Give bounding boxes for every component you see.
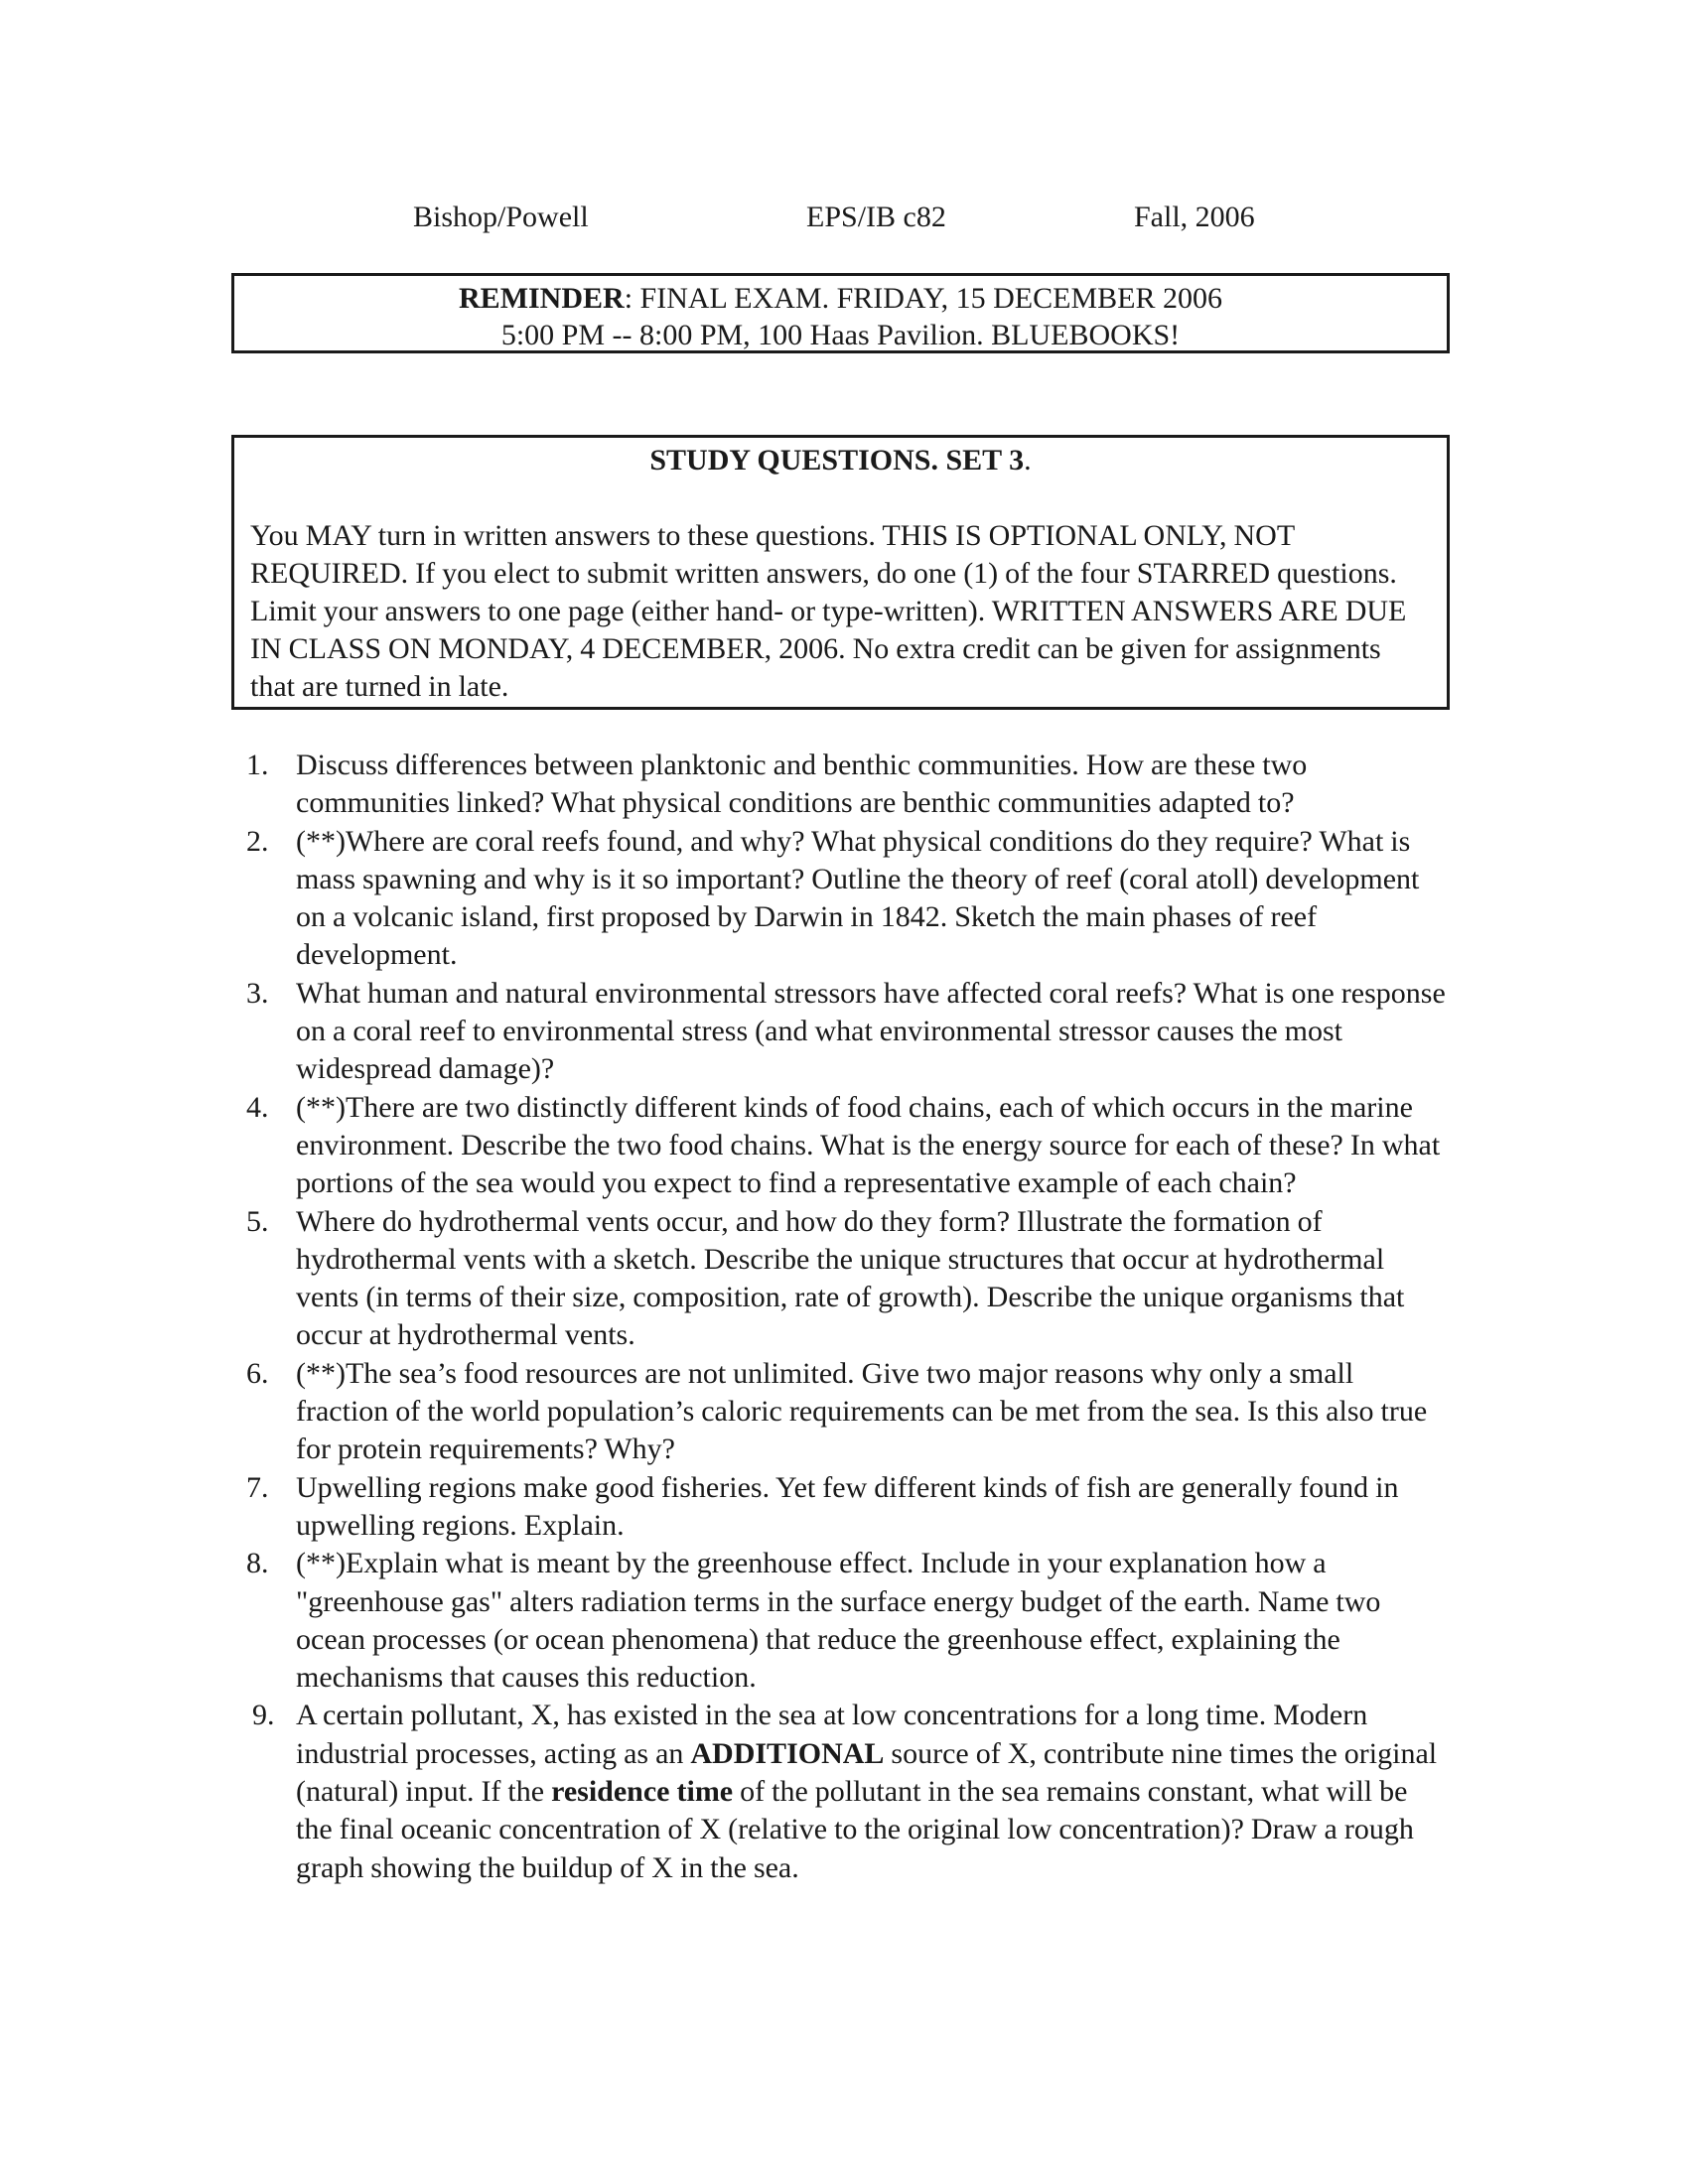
question-list [246,747,1450,1887]
question-item [246,975,1450,1089]
question-item-9 [246,1697,1450,1886]
question-number: 2. [246,824,269,858]
question-item [246,747,1450,823]
header-authors: Bishop/Powell [413,201,589,233]
study-title-end: . [1024,444,1032,477]
question-number: 4. [246,1090,269,1124]
study-title-text: STUDY QUESTIONS. SET 3 [649,444,1025,477]
question-text: (**)The sea’s food resources are not unlimited. Give two major reasons why only a small fraction of the world population’s caloric requirements can be met from the sea. Is this also true for protein requirements? Why? [296,1356,1428,1466]
study-instructions: You MAY turn in written answers to these questions. THIS IS OPTIONAL ONLY, NOT REQUIRED. If you elect to submit written answers, do one (1) of the four STARRED questions. Limit your answers to one page (either hand- or type-written). WRITTEN ANSWERS ARE DUE IN CLASS ON MONDAY, 4 DECEMBER, 2006. No extra credit can be given for assignments that are turned in late. [250,519,1407,703]
question-text: (**)There are two distinctly different kinds of food chains, each of which occurs in the marine environment. Describe the two food chains. What is the energy source for each of these? In what portions of the sea would you expect to find a representative example of each chain? [296,1090,1441,1200]
question-text: (**)Where are coral reefs found, and why? What physical conditions do they require? What is mass spawning and why is it so important? Outline the theory of reef (coral atoll) development on a volcanic island, first proposed by Darwin in 1842. Sketch the main phases of reef development. [296,824,1420,972]
question-9-text-3: of the pollutant in the sea remains constant, what will be the final oceanic concentration of X (relative to the original low concentration)? Draw a rough graph showing the buildup of X in the sea. [296,1775,1414,1884]
question-9-text-1: A certain pollutant, X, has existed in the sea at low concentrations for a long time. Modern industrial processes, acting as an [296,1699,1368,1770]
question-number: 1. [246,749,269,781]
question-9-text-2: source of X, contribute nine times the original (natural) input. If the [296,1736,1438,1809]
question-item [246,1545,1450,1697]
reminder-box [231,273,1450,353]
question-text: Where do hydrothermal vents occur, and how do they form? Illustrate the formation of hydrothermal vents with a sketch. Describe the unique structures that occur at hydrothermal vents (in terms of their size, composition, rate of growth). Describe the unique organisms that occur at hydrothermal vents. [296,1204,1405,1352]
question-text: (**)Explain what is meant by the greenhouse effect. Include in your explanation how a "greenhouse gas" alters radiation terms in the surface energy budget of the earth. Name two ocean processes (or ocean phenomena) that reduce the greenhouse effect, explaining the mechanisms that causes this reduction. [296,1547,1381,1695]
header-term: Fall, 2006 [1134,201,1255,233]
study-questions-box [231,435,1450,710]
question-number: 3. [246,976,269,1010]
reminder-label: REMINDER [459,282,625,315]
question-number: 5. [246,1204,269,1238]
header-course: EPS/IB c82 [806,201,946,233]
question-text: Upwelling regions make good fisheries. Yet few different kinds of fish are generally found in upwelling regions. Explain. [296,1470,1399,1542]
study-title [250,442,1431,479]
question-number: 9. [252,1699,275,1732]
reminder-line-1-text: : FINAL EXAM. FRIDAY, 15 DECEMBER 2006 [624,282,1222,315]
question-item [246,1469,1450,1546]
question-item [246,1089,1450,1203]
page-header [0,199,1688,238]
question-item [246,823,1450,975]
question-9-emphasis-residence-time: residence time [551,1775,734,1809]
question-text: What human and natural environmental stressors have affected coral reefs? What is one response on a coral reef to environmental stress (and what environmental stressor causes the most widespread damage)? [296,976,1446,1086]
question-9-emphasis-additional: ADDITIONAL [690,1736,885,1770]
reminder-line-1 [234,280,1447,317]
question-number: 8. [246,1547,269,1580]
question-item [246,1203,1450,1355]
reminder-line-2: 5:00 PM -- 8:00 PM, 100 Haas Pavilion. BLUEBOOKS! [500,319,1181,351]
question-item [246,1355,1450,1469]
question-text: Discuss differences between planktonic and benthic communities. How are these two communities linked? What physical conditions are benthic communities adapted to? [296,749,1308,820]
question-number: 6. [246,1356,269,1390]
question-number: 7. [246,1470,269,1504]
